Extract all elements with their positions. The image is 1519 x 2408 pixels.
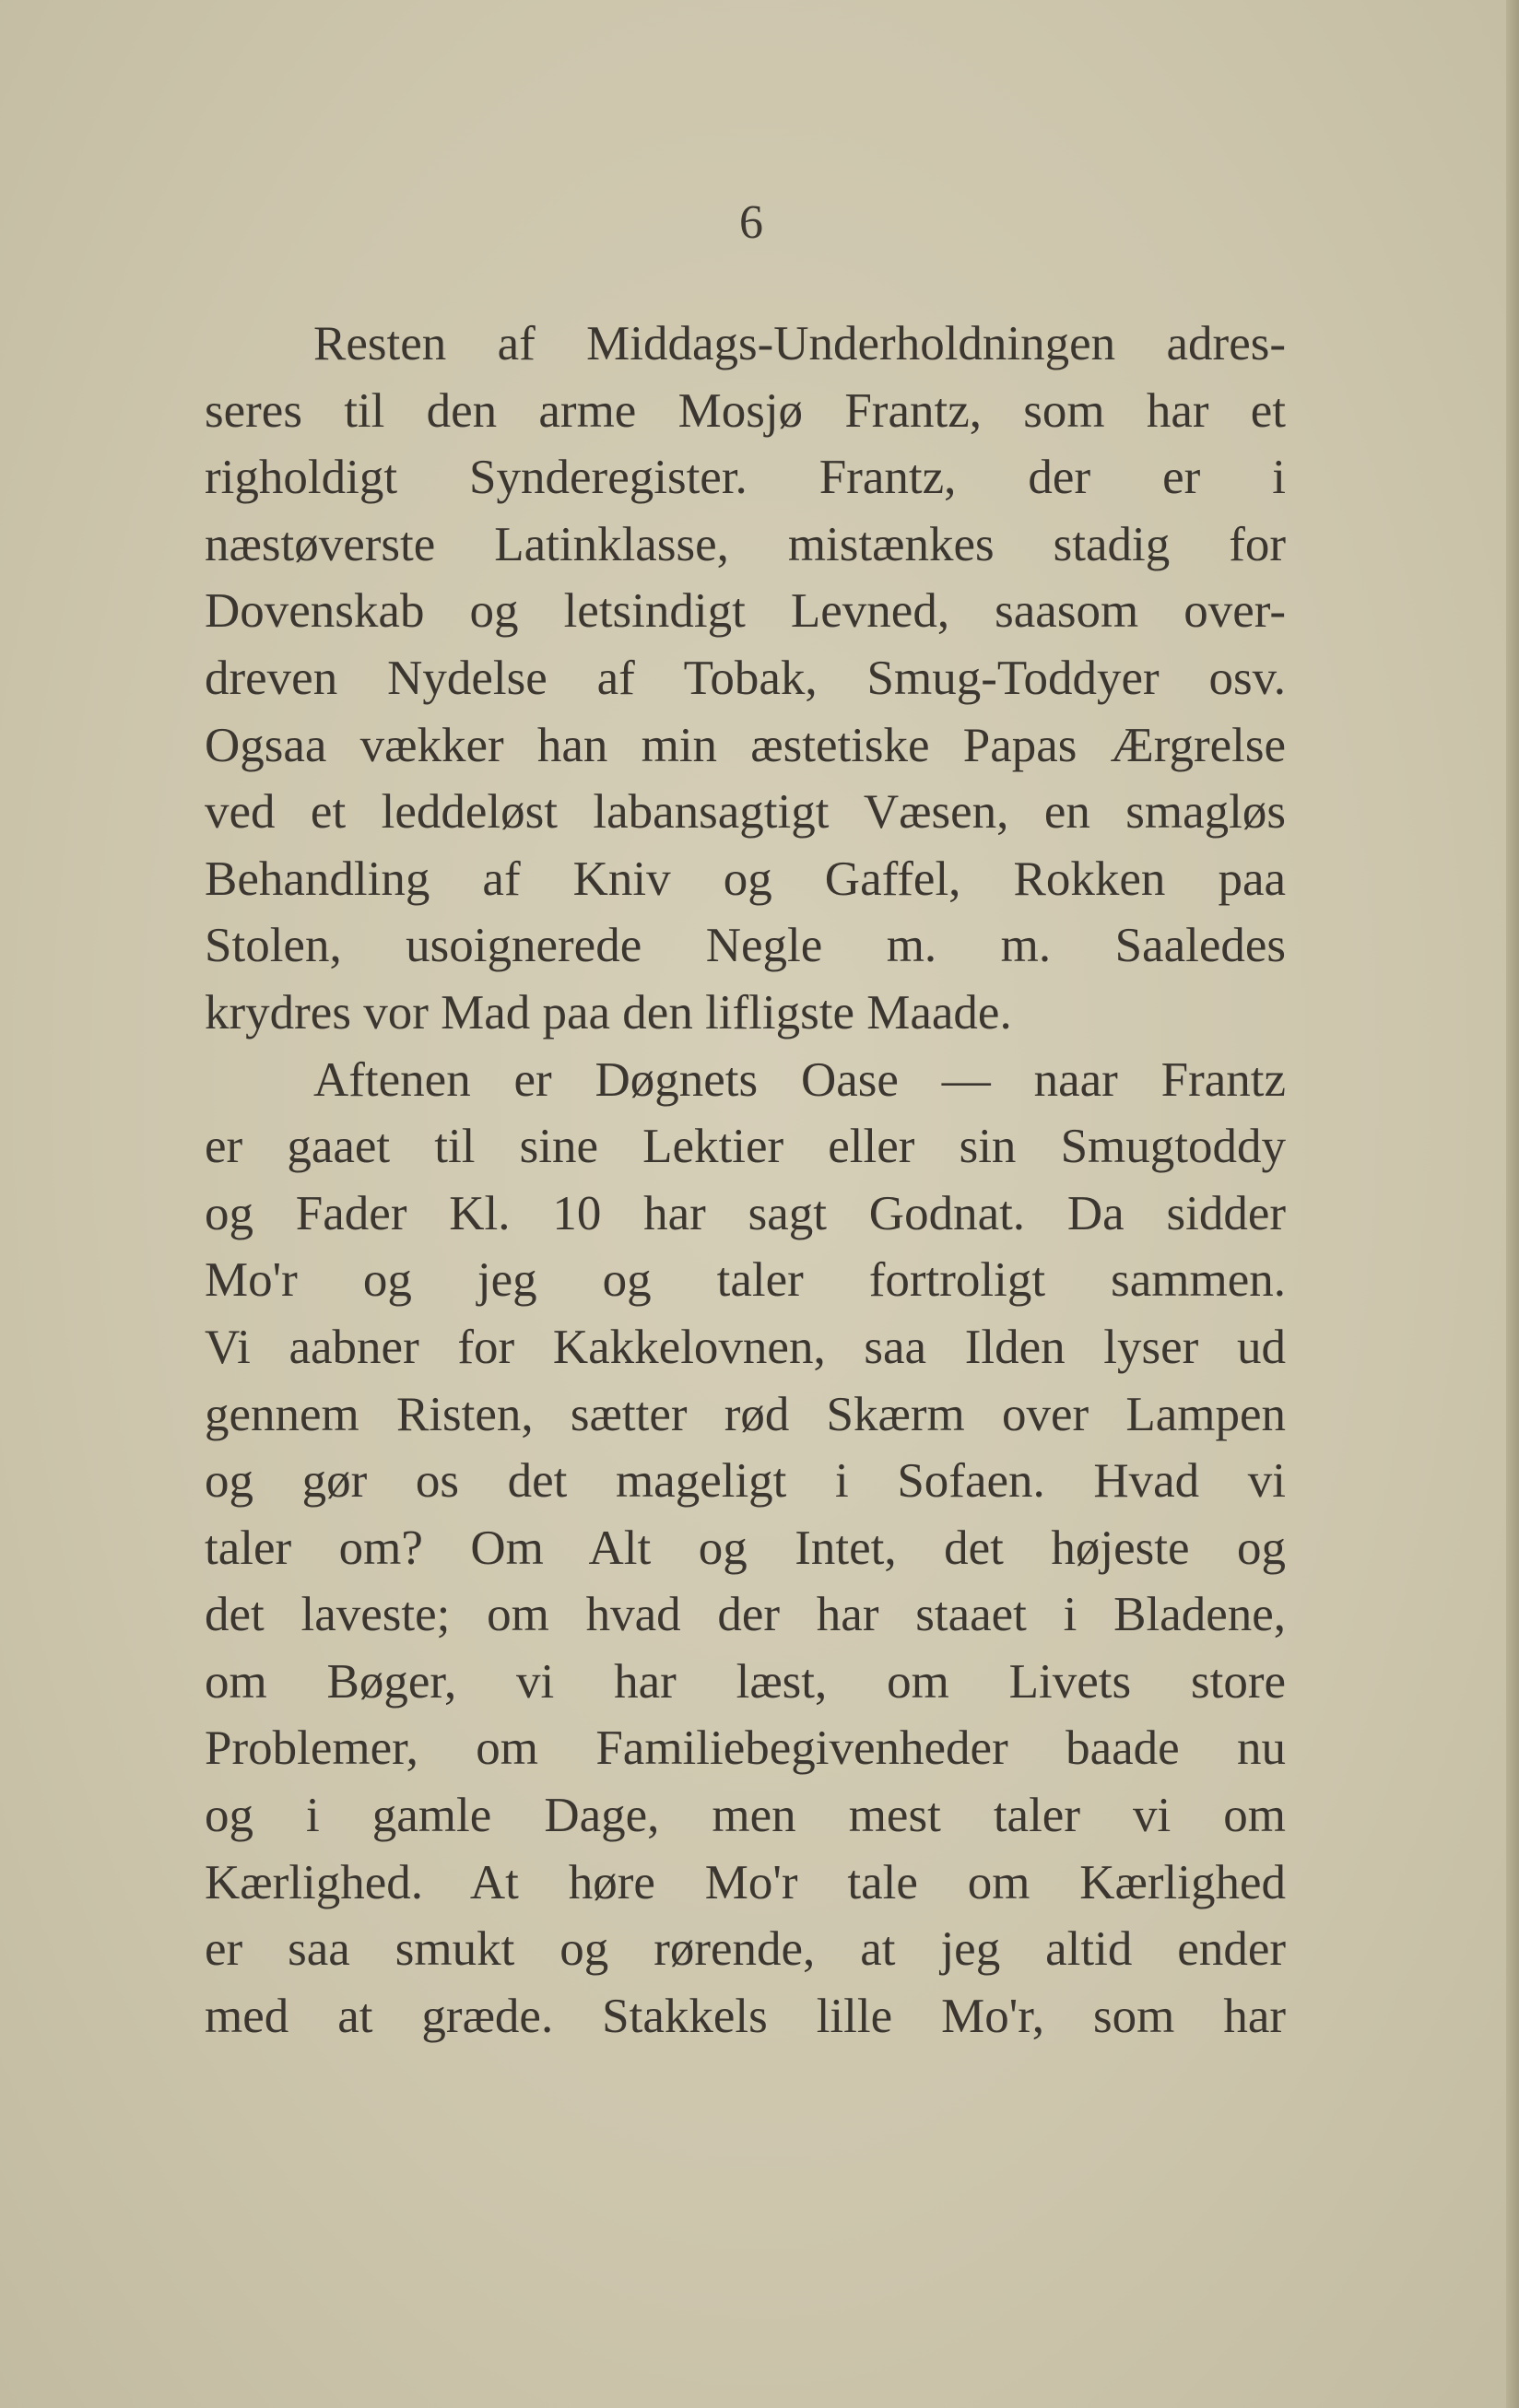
text-line: næstøverste Latinklasse, mistænkes stadig for bbox=[205, 517, 1286, 571]
text-line: taler om? Om Alt og Intet, det højeste og bbox=[205, 1521, 1286, 1575]
text-line: Aftenen er Døgnets Oase — naar Frantz bbox=[313, 1052, 1286, 1107]
body-text bbox=[205, 311, 1286, 2050]
text-line: gennem Risten, sætter rød Skærm over Lampen bbox=[205, 1387, 1286, 1441]
text-line: righoldigt Synderegister. Frantz, der er i bbox=[205, 451, 1286, 505]
text-line: og gør os det mageligt i Sofaen. Hvad vi bbox=[205, 1454, 1286, 1509]
text-line: Mo'r og jeg og taler fortroligt sammen. bbox=[205, 1253, 1286, 1308]
text-line: Behandling af Kniv og Gaffel, Rokken paa bbox=[205, 852, 1286, 906]
text-line: Kærlighed. At høre Mo'r tale om Kærlighed bbox=[205, 1855, 1286, 1909]
text-line: det laveste; om hvad der har staaet i Bladene, bbox=[205, 1588, 1286, 1642]
text-line: og Fader Kl. 10 har sagt Godnat. Da sidder bbox=[205, 1186, 1286, 1240]
text-line: er gaaet til sine Lektier eller sin Smugtoddy bbox=[205, 1120, 1286, 1174]
text-line: krydres vor Mad paa den lifligste Maade. bbox=[205, 985, 1012, 1040]
text-line: med at græde. Stakkels lille Mo'r, som har bbox=[205, 1989, 1286, 2043]
text-line: Ogsaa vækker han min æstetiske Papas Ærgrelse bbox=[205, 718, 1286, 772]
text-line: Resten af Middags-Underholdningen adres- bbox=[313, 317, 1286, 370]
text-line: ved et leddeløst labansagtigt Væsen, en smagløs bbox=[205, 785, 1286, 840]
text-line: dreven Nydelse af Tobak, Smug-Toddyer osv. bbox=[205, 651, 1286, 705]
text-line: Vi aabner for Kakkelovnen, saa Ilden lyser ud bbox=[205, 1320, 1286, 1374]
page-edge bbox=[1506, 0, 1519, 2408]
page-number: 6 bbox=[739, 196, 763, 249]
text-line: og i gamle Dage, men mest taler vi om bbox=[205, 1789, 1286, 1843]
text-line: er saa smukt og rørende, at jeg altid ender bbox=[205, 1922, 1286, 1977]
text-line: seres til den arme Mosjø Frantz, som har et bbox=[205, 383, 1286, 438]
text-line: Dovenskab og letsindigt Levned, saasom over- bbox=[205, 584, 1286, 639]
text-line: Problemer, om Familiebegivenheder baade nu bbox=[205, 1721, 1286, 1776]
text-line: Stolen, usoignerede Negle m. m. Saaledes bbox=[205, 919, 1286, 973]
text-line: om Bøger, vi har læst, om Livets store bbox=[205, 1654, 1286, 1709]
